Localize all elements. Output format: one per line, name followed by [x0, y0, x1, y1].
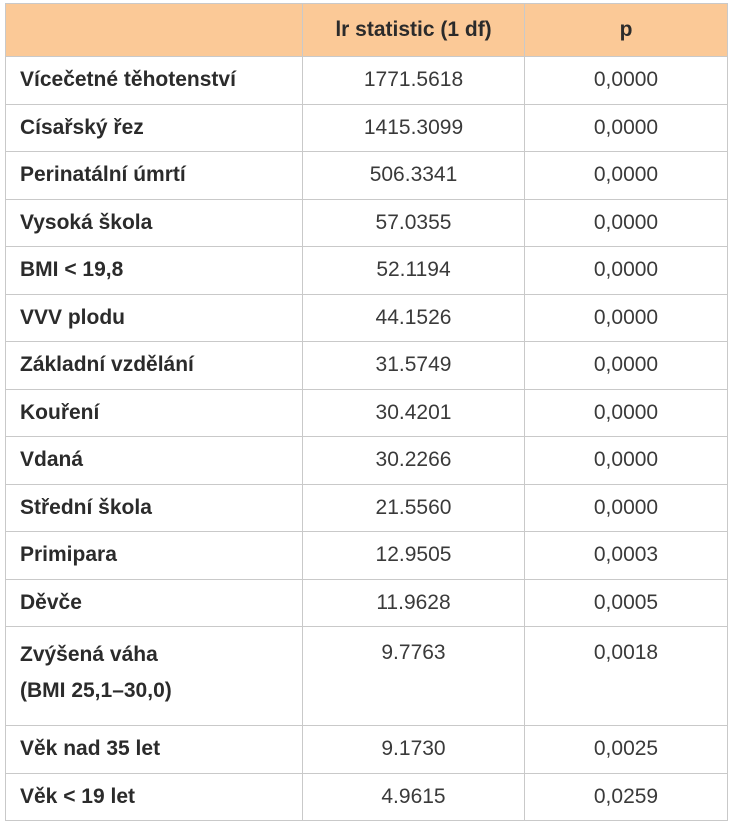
p-value: 0,0025	[525, 726, 728, 774]
row-label	[6, 342, 303, 390]
p-value: 0,0000	[525, 199, 728, 247]
table-row	[6, 342, 728, 390]
row-label	[6, 152, 303, 200]
row-label-line: Vysoká škola	[20, 210, 153, 234]
lr-statistic-value: 12.9505	[303, 532, 525, 580]
row-label	[6, 247, 303, 295]
p-value: 0,0000	[525, 247, 728, 295]
lr-statistic-value: 1771.5618	[303, 57, 525, 105]
lr-statistic-value: 506.3341	[303, 152, 525, 200]
table-row	[6, 104, 728, 152]
row-label	[6, 437, 303, 485]
row-label	[6, 726, 303, 774]
header-p-value: p	[525, 4, 728, 57]
table-row	[6, 294, 728, 342]
table-row	[6, 484, 728, 532]
table-row	[6, 199, 728, 247]
row-label-line: Vícečetné těhotenství	[20, 68, 236, 92]
row-label-line: Věk < 19 let	[20, 784, 135, 808]
table-row	[6, 247, 728, 295]
p-value: 0,0000	[525, 389, 728, 437]
row-label-line: Kouření	[20, 400, 100, 424]
row-label	[6, 389, 303, 437]
row-label-line: Základní vzdělání	[20, 353, 194, 377]
lr-statistic-value: 52.1194	[303, 247, 525, 295]
lr-statistic-value: 21.5560	[303, 484, 525, 532]
p-value: 0,0000	[525, 152, 728, 200]
row-label-line: Perinatální úmrtí	[20, 163, 186, 187]
table-row	[6, 389, 728, 437]
row-label	[6, 484, 303, 532]
lr-statistic-value: 9.1730	[303, 726, 525, 774]
header-lr-statistic: lr statistic (1 df)	[303, 4, 525, 57]
row-label-line: (BMI 25,1–30,0)	[20, 679, 172, 702]
row-label	[6, 627, 303, 726]
row-label	[6, 532, 303, 580]
lr-statistic-value: 4.9615	[303, 773, 525, 821]
row-label-line: Střední škola	[20, 495, 152, 519]
header-variable	[6, 4, 303, 57]
p-value: 0,0000	[525, 342, 728, 390]
lr-statistic-value: 30.2266	[303, 437, 525, 485]
row-label-line: VVV plodu	[20, 305, 125, 329]
p-value: 0,0000	[525, 437, 728, 485]
p-value: 0,0000	[525, 294, 728, 342]
p-value: 0,0000	[525, 484, 728, 532]
lr-statistic-value: 11.9628	[303, 579, 525, 627]
row-label-line: Věk nad 35 let	[20, 737, 161, 761]
row-label-line: Primipara	[20, 543, 117, 567]
table-row	[6, 532, 728, 580]
p-value: 0,0003	[525, 532, 728, 580]
p-value: 0,0005	[525, 579, 728, 627]
lr-statistic-value: 30.4201	[303, 389, 525, 437]
row-label	[6, 773, 303, 821]
row-label	[6, 199, 303, 247]
lr-statistic-value: 44.1526	[303, 294, 525, 342]
table-row	[6, 773, 728, 821]
row-label	[6, 579, 303, 627]
statistics-table	[5, 3, 728, 821]
p-value: 0,0000	[525, 57, 728, 105]
row-label	[6, 57, 303, 105]
p-value: 0,0018	[525, 627, 728, 726]
table-row	[6, 152, 728, 200]
lr-statistic-value: 1415.3099	[303, 104, 525, 152]
p-value: 0,0259	[525, 773, 728, 821]
lr-statistic-value: 31.5749	[303, 342, 525, 390]
lr-statistic-value: 57.0355	[303, 199, 525, 247]
table-row	[6, 579, 728, 627]
lr-statistic-value: 9.7763	[303, 627, 525, 726]
row-label-line: Zvýšená váha	[20, 643, 158, 666]
header-row	[6, 4, 728, 57]
p-value: 0,0000	[525, 104, 728, 152]
table-row	[6, 627, 728, 726]
row-label-line: Císařský řez	[20, 115, 144, 139]
row-label-line: Vdaná	[20, 448, 84, 472]
table-row	[6, 726, 728, 774]
row-label-line: Děvče	[20, 590, 82, 614]
table-row	[6, 437, 728, 485]
row-label-line: BMI < 19,8	[20, 258, 124, 282]
row-label	[6, 294, 303, 342]
table-row	[6, 57, 728, 105]
row-label	[6, 104, 303, 152]
